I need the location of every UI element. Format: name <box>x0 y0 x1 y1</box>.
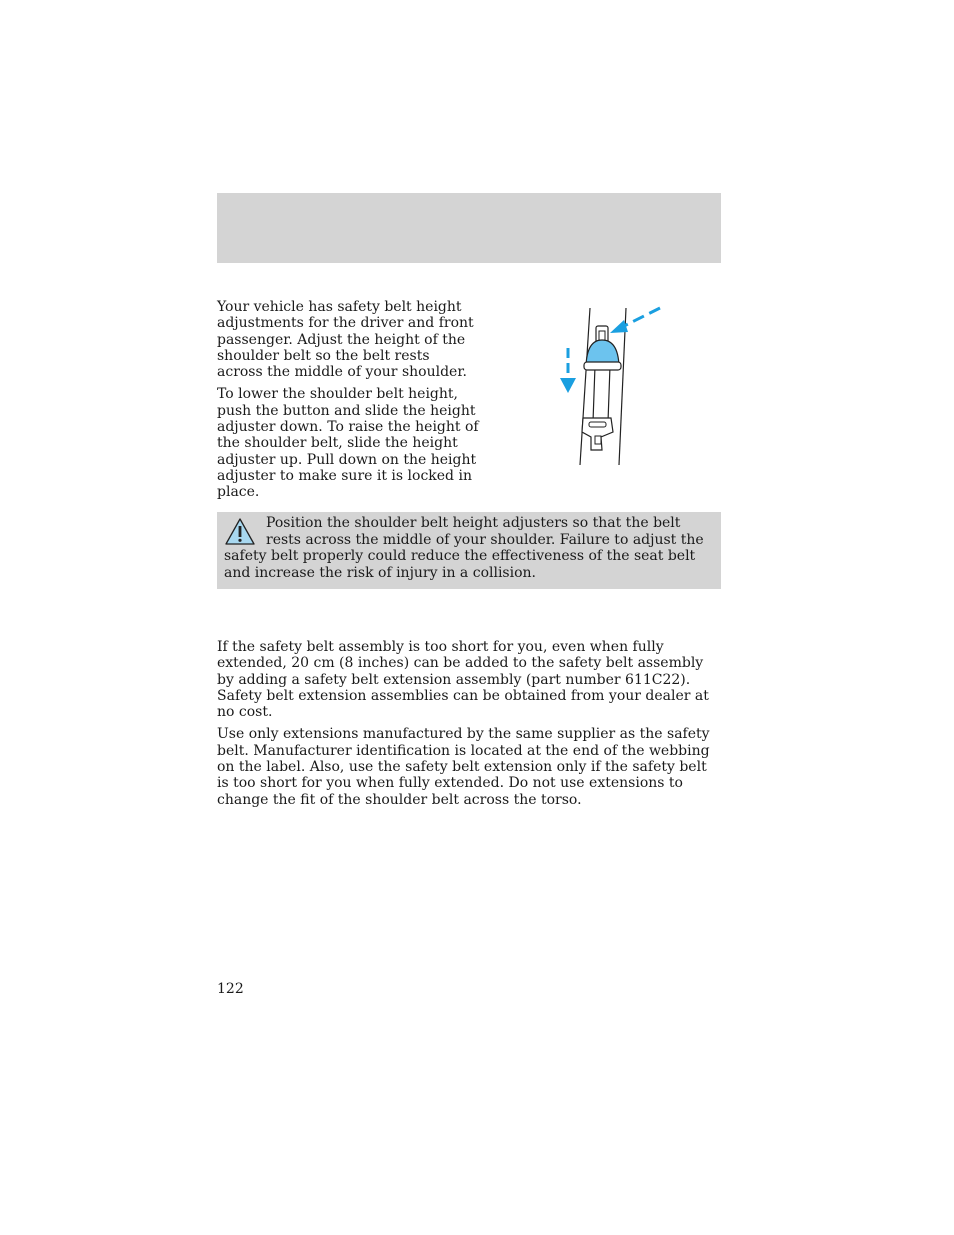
belt-adjuster-svg <box>540 300 670 470</box>
intro-paragraph-1: Your vehicle has safety belt height adjustments for the driver and front passenger. Adjust the height of the shoulder belt so the belt rests across the middle of your shoulder. <box>217 299 474 381</box>
warning-triangle-icon <box>224 517 256 547</box>
intro-paragraph-2: To lower the shoulder belt height, push the button and slide the height adjuster down. To raise the height of the shoulder belt, slide the height adjuster up. Pull down on the height adjuster to make sure it is locked in place. <box>217 386 479 501</box>
extension-paragraph-2: Use only extensions manufactured by the same supplier as the safety belt. Manufacturer identification is located at the end of the webbing on the label. Also, use the safety belt extension only if the safety belt is too short for you when fully extended. Do not use extensions to change the fit of the shoulder belt across the torso. <box>217 726 710 808</box>
adjuster-slot <box>599 331 605 340</box>
warning-box <box>217 512 721 589</box>
adjuster-base <box>584 362 621 370</box>
push-arrow-shaft <box>624 308 660 326</box>
belt-tongue-plate <box>582 418 613 450</box>
slide-down-arrow-head-icon <box>560 378 576 393</box>
warning-text: Position the shoulder belt height adjusters so that the belt rests across the middle of your shoulder. Failure to adjust the safety belt properly could reduce the effectiveness of the seat belt and increase the risk of injury in a collision. <box>224 515 704 581</box>
section-header-band <box>217 193 721 263</box>
pillar-left-edge <box>580 308 590 465</box>
belt-extension-section <box>217 639 721 814</box>
belt-webbing <box>593 366 610 422</box>
extension-paragraph-1: If the safety belt assembly is too short for you, even when fully extended, 20 cm (8 inches) can be added to the safety belt assembly by adding a safety belt extension assembly (part number 611C22). Safety belt extension assemblies can be obtained from your dealer at no cost. <box>217 639 709 721</box>
page-number: 122 <box>217 981 244 997</box>
belt-height-adjuster-illustration <box>540 300 670 470</box>
height-adjustment-intro <box>217 299 479 507</box>
